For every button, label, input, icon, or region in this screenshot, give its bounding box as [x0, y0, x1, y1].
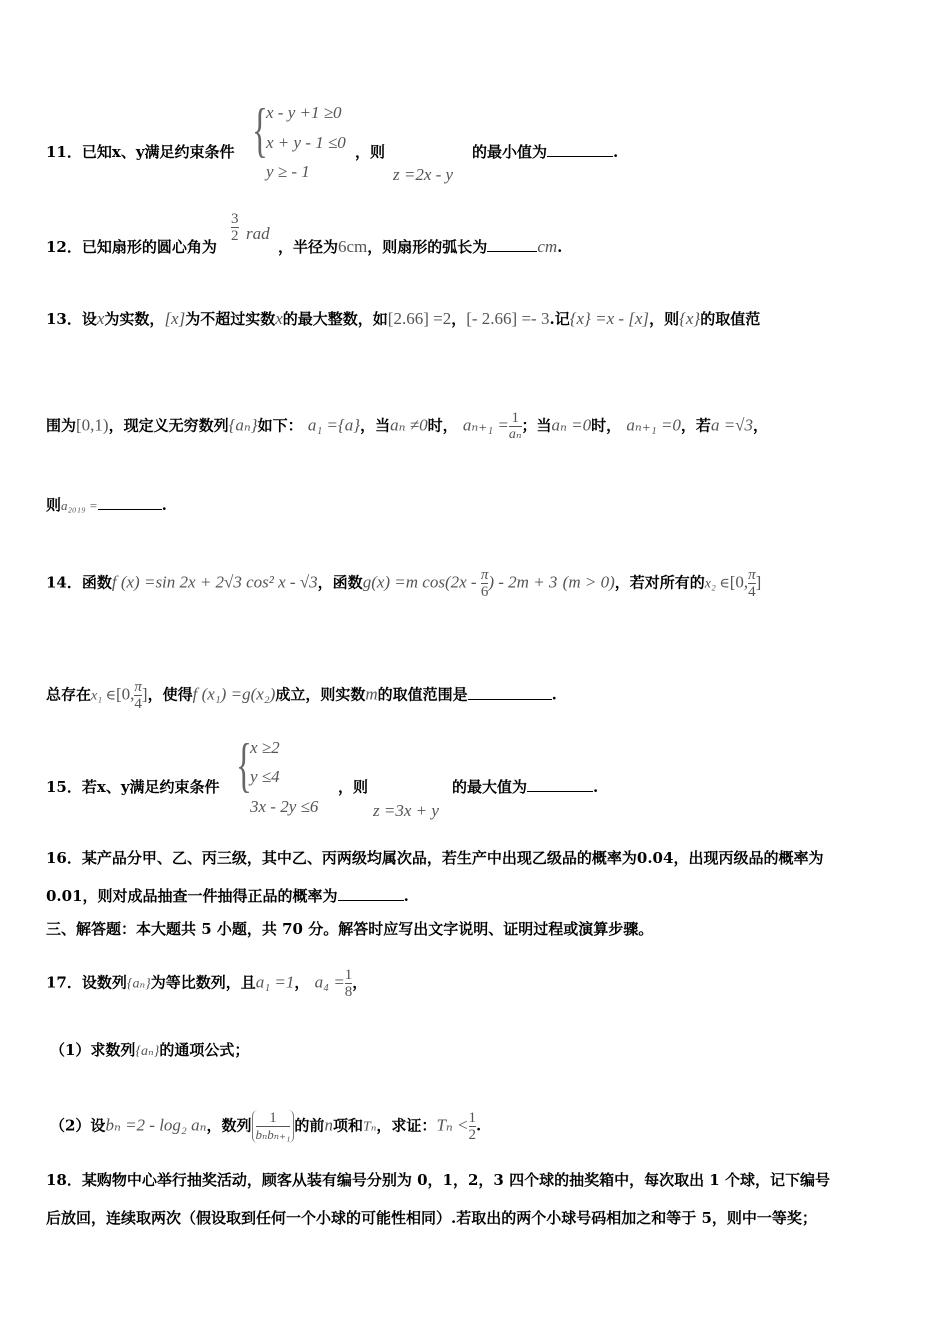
- an1-expr: aₙ₊₁ =: [462, 415, 509, 435]
- denominator: 4: [134, 696, 142, 712]
- q13-text: .记: [549, 310, 570, 328]
- numerator: π: [748, 567, 756, 583]
- q16-text: 16．某产品分甲、乙、丙三级，其中乙、丙两级均属次品，若生产中出现乙级品的概率为: [46, 849, 637, 867]
- period: .: [403, 887, 409, 905]
- comma: ，: [451, 310, 467, 328]
- constraint-2: y ≤4: [250, 767, 280, 786]
- unit-cm: cm: [537, 237, 558, 256]
- interval-right: ]: [755, 572, 762, 592]
- q13-text: 为不超过实数: [185, 310, 276, 328]
- q17-text: 为等比数列，且: [150, 973, 256, 992]
- left-brace: {: [236, 732, 252, 798]
- constraint-3: y ≥ - 1: [266, 162, 310, 181]
- q13-text: ，若: [680, 416, 711, 435]
- bn-def: bₙ =2 - log₂ aₙ: [105, 1115, 207, 1135]
- part-2-text: 项和: [332, 1116, 363, 1135]
- q16-text: ，则对成品抽查一件抽得正品的概率为: [82, 887, 338, 905]
- m-condition: (m > 0): [562, 572, 615, 592]
- q13-text: 的最大整数，如: [282, 310, 388, 328]
- example-2: [- 2.66] =- 3: [466, 309, 550, 328]
- part-2-text: ，数列: [206, 1116, 252, 1135]
- period: .: [557, 238, 563, 256]
- fractional-part-definition: {x} =x - [x]: [569, 309, 650, 328]
- q14-text: 总存在: [46, 685, 92, 704]
- objective-expression: z =2x - y: [393, 165, 454, 184]
- q13-text: 如下：: [257, 416, 303, 435]
- constraint-1: x ≥2: [250, 738, 280, 757]
- a-value: a =√3: [710, 415, 753, 435]
- denominator: 6: [480, 584, 489, 600]
- sum-Tn: Tₙ: [362, 1119, 377, 1135]
- denominator: bₙbₙ₊₁: [255, 1127, 291, 1142]
- q16-text: ，出现丙级品的概率为: [673, 849, 824, 867]
- function-g: g(x) =m cos(2x -: [362, 572, 481, 592]
- q13-text: ，当: [360, 416, 391, 435]
- interval-right: ]: [141, 684, 148, 704]
- q13-text: 为实数，: [104, 310, 165, 328]
- denominator: 2: [231, 228, 239, 244]
- a1-def: a₁ ={a}: [307, 415, 361, 435]
- q15-vars: x、y: [96, 778, 130, 796]
- function-g-tail: ) - 2m + 3: [488, 572, 558, 592]
- q14-text: 的取值范围是: [377, 685, 468, 704]
- period: .: [161, 496, 167, 514]
- inequality: Tₙ <: [436, 1115, 469, 1135]
- q15-text2: 的最大值为: [452, 778, 528, 796]
- a2019: a₂₀₁₉ =: [61, 498, 98, 513]
- numerator: 1: [344, 967, 353, 983]
- q11-prefix: 11．已知: [46, 143, 112, 161]
- q14-text: 14．函数: [46, 573, 112, 592]
- q15-prefix: 15．若: [46, 778, 97, 796]
- q18-line-2: 后放回，连续取两次（假设取到任何一个小球的可能性相同）.若取出的两个小球号码相加之和等于 5，则中一等奖；: [46, 1209, 817, 1227]
- unit-rad: rad: [246, 224, 270, 243]
- denominator: 8: [344, 984, 353, 1000]
- q18-line-1: 18．某购物中心举行抽奖活动，顾客从装有编号分别为 0，1，2，3 四个球的抽奖箱中，每次取出 1 个球，记下编号: [46, 1171, 830, 1189]
- var-x: x: [275, 309, 283, 328]
- an-zero: aₙ =0: [551, 415, 592, 435]
- q13-text: 围为: [46, 416, 77, 435]
- comma: ，: [753, 416, 769, 435]
- q14-text: ，函数: [317, 573, 363, 592]
- q12-text2: ，则扇形的弧长为: [367, 238, 488, 256]
- q15-text: 满足约束条件: [129, 778, 220, 796]
- q13-text: 时，: [427, 416, 458, 435]
- numerator: 1: [269, 1110, 277, 1126]
- example-1: [2.66] =2: [387, 309, 452, 328]
- comma: ，: [352, 973, 368, 992]
- objective-expression: z =3x + y: [373, 801, 439, 820]
- sequence-an: {aₙ}: [126, 976, 151, 992]
- numerator: π: [134, 679, 142, 695]
- part-2-text: （2）设: [50, 1116, 106, 1135]
- a4-expr: a₄ =: [314, 972, 345, 992]
- answer-blank: [527, 791, 593, 792]
- constraint-2: x + y - 1 ≤0: [266, 133, 346, 152]
- q12-text1: ，半径为: [278, 238, 339, 256]
- part-1-text: （1）求数列: [50, 1041, 136, 1059]
- section-heading: 三、解答题：本大题共 5 小题，共 70 分。解答时应写出文字说明、证明过程或演算步骤。: [46, 920, 654, 938]
- q15-then: ，则: [338, 778, 369, 796]
- answer-blank: [468, 699, 552, 700]
- q11-text: 满足约束条件: [144, 143, 235, 161]
- equation: f (x₁) =g(x₂): [192, 684, 276, 704]
- q13-text: ，则: [649, 310, 680, 328]
- period: .: [476, 1116, 482, 1135]
- q13-text: ，现定义无穷数列: [108, 416, 229, 435]
- q11-then: ，则: [355, 143, 386, 161]
- an-nonzero: aₙ ≠0: [390, 415, 428, 435]
- answer-blank: [338, 900, 404, 901]
- q11-vars: x、y: [111, 143, 145, 161]
- numerator: 1: [511, 410, 519, 426]
- numerator: 1: [468, 1110, 477, 1126]
- var-n: n: [324, 1115, 333, 1135]
- x1-membership: x₁ ∈: [91, 688, 116, 704]
- answer-blank: [98, 509, 162, 510]
- part-1-text: 的通项公式；: [159, 1041, 250, 1059]
- q13-text: 13．设: [46, 310, 97, 328]
- period: .: [613, 143, 619, 161]
- q14-text: ，使得: [147, 685, 193, 704]
- reciprocal-product-seq: [252, 1110, 295, 1143]
- denominator: 2: [468, 1127, 477, 1143]
- comma: ，: [294, 973, 310, 992]
- pi-over-4: [134, 679, 142, 712]
- answer-blank: [487, 251, 537, 252]
- q13-text: ；当: [521, 416, 552, 435]
- constraint-1: x - y +1 ≥0: [266, 103, 342, 122]
- q11-text2: 的最小值为: [472, 143, 548, 161]
- left-brace: {: [252, 97, 268, 163]
- interval-left: [0,: [729, 572, 749, 592]
- q14-text: ，若对所有的: [614, 573, 705, 592]
- fractional-x: {x}: [679, 309, 701, 328]
- pi-over-4: [748, 567, 756, 600]
- prob-b: 0.04: [636, 849, 674, 867]
- radius-value: 6cm: [338, 237, 368, 256]
- var-m: m: [365, 684, 378, 704]
- sequence-an: {aₙ}: [135, 1044, 160, 1059]
- numerator: π: [480, 567, 489, 583]
- floor-x: [x]: [164, 309, 186, 328]
- constraint-3: 3x - 2y ≤6: [250, 797, 319, 816]
- sequence-an: {aₙ}: [228, 415, 258, 435]
- interval-left: [0,: [115, 684, 135, 704]
- an1-zero: aₙ₊₁ =0: [626, 415, 681, 435]
- part-2-text: ，求证：: [376, 1116, 437, 1135]
- x2-membership: x₂ ∈: [704, 576, 730, 592]
- var-x: x: [96, 309, 105, 328]
- angle-fraction: [231, 211, 239, 244]
- numerator: 3: [231, 211, 239, 227]
- q12-prefix: 12．已知扇形的圆心角为: [46, 238, 217, 256]
- denominator: aₙ: [508, 427, 522, 442]
- answer-blank: [547, 156, 613, 157]
- q13-text: 的取值范: [700, 310, 761, 328]
- q13-text: 时，: [591, 416, 622, 435]
- function-f: f (x) =sin 2x + 2√3 cos² x - √3: [111, 572, 318, 592]
- prob-c: 0.01: [46, 887, 83, 905]
- q13-text: 则: [46, 496, 62, 514]
- denominator: 4: [748, 584, 756, 600]
- a1-value: a₁ =1: [255, 972, 295, 992]
- range-value: [0,1): [76, 415, 109, 435]
- q14-text: 成立，则实数: [275, 685, 366, 704]
- period: .: [551, 685, 557, 704]
- q17-text: 17．设数列: [46, 973, 127, 992]
- period: .: [593, 778, 599, 796]
- part-2-text: 的前: [294, 1116, 325, 1135]
- one-half: [469, 1110, 477, 1143]
- reciprocal-fraction: [509, 410, 522, 443]
